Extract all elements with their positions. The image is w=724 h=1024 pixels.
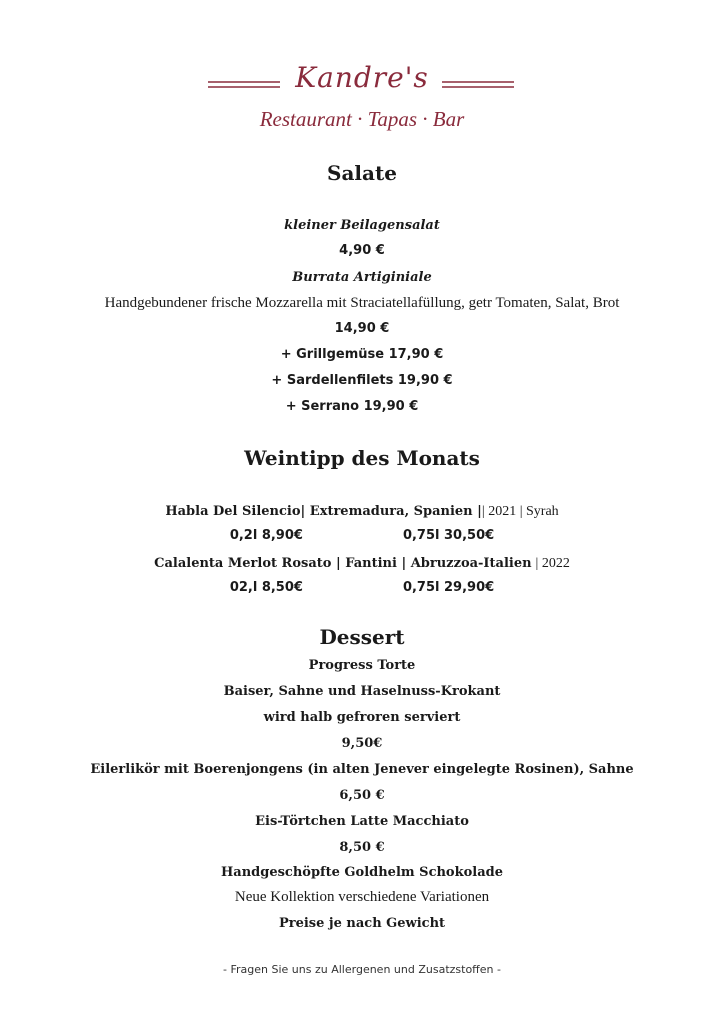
wine-name: Calalenta Merlot Rosato | Fantini | Abruzzoa-Italien (154, 556, 532, 571)
wine-line (0, 503, 724, 519)
logo-subtitle: Restaurant · Tapas · Bar (259, 107, 465, 131)
dessert-line: Baiser, Sahne und Haselnuss-Krokant (223, 684, 501, 699)
dessert-name: Eis-Törtchen Latte Macchiato (255, 814, 469, 829)
wine-price-large: 0,75l 30,50€ (402, 528, 495, 543)
addon-line: + Grillgemüse 17,90 € (280, 347, 444, 362)
dessert-name: Progress Torte (308, 658, 416, 673)
logo-script: Kandre's (295, 61, 429, 94)
footer-note: - Fragen Sie uns zu Allergenen und Zusatzstoffen - (223, 963, 501, 976)
wine-name: Habla Del Silencio| Extremadura, Spanien | (165, 504, 482, 519)
item-description: Handgebundener frische Mozzarella mit Straciatellafüllung, getr Tomaten, Salat, Brot (104, 295, 620, 311)
wine-price-small: 0,2l 8,90€ (229, 528, 303, 543)
item-price: 4,90 € (339, 243, 385, 258)
item-name: Burrata Artiginiale (292, 270, 432, 285)
section-heading-wein: Weintipp des Monats (244, 446, 480, 470)
item-name: kleiner Beilagensalat (284, 218, 440, 233)
item-price: 14,90 € (334, 321, 390, 336)
addon-line: + Serrano 19,90 € (285, 399, 419, 414)
dessert-name: Eilerlikör mit Boerenjongens (in alten Jenever eingelegte Rosinen), Sahne (90, 762, 634, 777)
section-heading-salate: Salate (327, 161, 397, 185)
logo (0, 55, 724, 135)
dessert-price: 6,50 € (339, 788, 385, 803)
wine-prices (0, 581, 724, 594)
wine-line (0, 555, 724, 571)
dessert-line: wird halb gefroren serviert (263, 710, 461, 725)
dessert-price: Preise je nach Gewicht (278, 916, 446, 931)
section-heading-dessert: Dessert (319, 625, 405, 649)
dessert-description: Neue Kollektion verschiedene Variationen (234, 889, 490, 905)
dessert-price: 9,50€ (341, 736, 383, 751)
wine-details: | 2022 (535, 556, 570, 571)
dessert-price: 8,50 € (339, 840, 385, 855)
wine-price-small: 02,l 8,50€ (229, 580, 303, 595)
dessert-name: Handgeschöpfte Goldhelm Schokolade (220, 865, 504, 880)
addon-line: + Sardellenfilets 19,90 € (271, 373, 453, 388)
wine-details: | 2021 | Syrah (481, 504, 559, 519)
wine-prices (0, 529, 724, 542)
wine-price-large: 0,75l 29,90€ (402, 580, 495, 595)
